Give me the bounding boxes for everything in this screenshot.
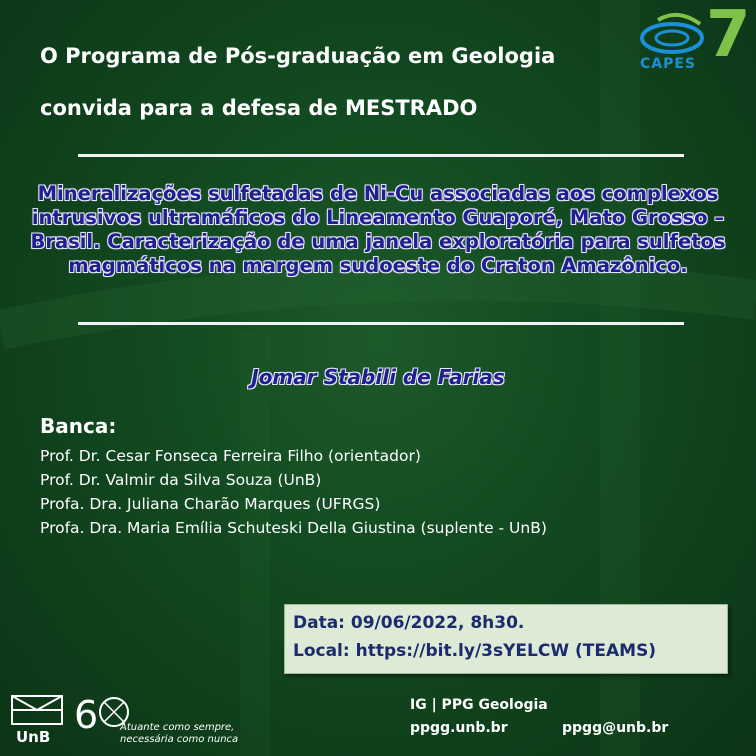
footer-website-link[interactable]: ppgg.unb.br — [410, 720, 508, 736]
footer-department: IG | PPG Geologia — [410, 697, 548, 713]
event-info-box — [284, 604, 728, 674]
unb-slogan-line-1: Atuante como sempre, — [120, 722, 235, 733]
banca-member: Prof. Dr. Cesar Fonseca Ferreira Filho (orientador) — [40, 447, 421, 465]
capes-wordmark: CAPES — [640, 56, 697, 72]
banca-member: Profa. Dra. Maria Emília Schuteski Della Giustina (suplente - UnB) — [40, 519, 547, 537]
unb-slogan — [120, 722, 238, 746]
banca-member: Profa. Dra. Juliana Charão Marques (UFRGS) — [40, 495, 381, 513]
header — [40, 30, 630, 134]
capes-rating: 7 — [706, 0, 751, 72]
footer-email-link[interactable]: ppgg@unb.br — [562, 720, 669, 736]
event-date: Data: 09/06/2022, 8h30. — [293, 613, 525, 633]
capes-logo — [636, 0, 751, 78]
author-name: Jomar Stabili de Farias — [251, 365, 505, 389]
header-line-1: O Programa de Pós-graduação em Geologia — [40, 44, 556, 68]
banca-member: Prof. Dr. Valmir da Silva Souza (UnB) — [40, 471, 322, 489]
unb-logo-text: UnB — [16, 728, 51, 746]
svg-text:6: 6 — [74, 693, 99, 737]
banca-list — [40, 444, 547, 540]
divider-top — [78, 154, 684, 157]
unb-slogan-line-2: necessária como nunca — [120, 734, 239, 745]
header-line-2: convida para a defesa de MESTRADO — [40, 96, 478, 120]
thesis-title: Mineralizações sulfetadas de Ni-Cu associadas aos complexos intrusivos ultramáficos do Lineamento Guaporé, Mato Grosso – Brasil. Caracterização de uma janela exploratória para sulfetos magmáticos na margem sudoeste do Craton Amazônico. — [30, 182, 726, 277]
banca-heading: Banca: — [40, 414, 117, 438]
divider-bottom — [78, 322, 684, 325]
capes-swoosh-icon — [638, 10, 710, 60]
event-location-link[interactable]: Local: https://bit.ly/3sYELCW (TEAMS) — [293, 641, 657, 661]
